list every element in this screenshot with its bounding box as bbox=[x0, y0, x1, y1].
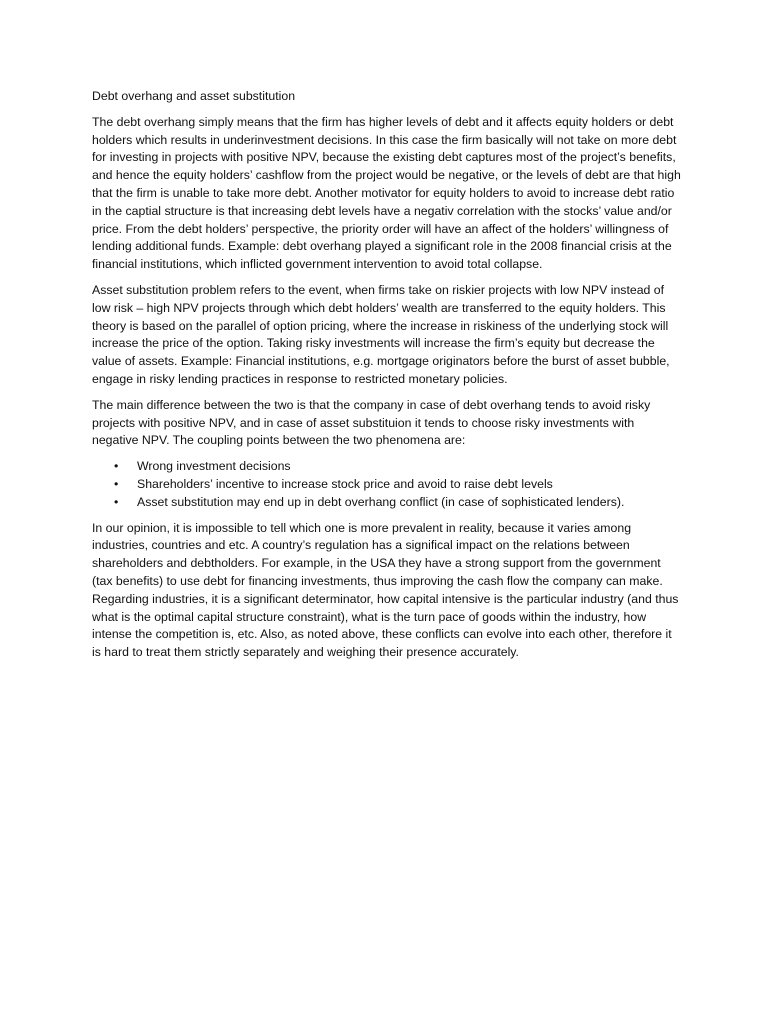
document-title: Debt overhang and asset substitution bbox=[92, 89, 296, 103]
document-body bbox=[92, 88, 682, 670]
paragraph-asset-substitution: Asset substitution problem refers to the event, when firms take on riskier projects with low NPV instead of low risk – high NPV projects through which debt holders’ wealth are transferred to the equity holders. This theory is based on the parallel of option pricing, where the increase in riskiness of the underlying stock will increase the price of the option. Taking risky investments will increase the firm’s equity but decrease the value of assets. Example: Financial institutions, e.g. mortgage originators before the burst of asset bubble, engage in risky lending practices in response to restricted monetary policies. bbox=[92, 282, 670, 386]
coupling-points-list bbox=[92, 458, 682, 511]
bullet-icon: • bbox=[114, 476, 119, 491]
list-item-text: Asset substitution may end up in debt overhang conflict (in case of sophisticated lenders). bbox=[137, 494, 625, 509]
bullet-icon: • bbox=[114, 459, 119, 474]
bullet-icon: • bbox=[114, 494, 119, 509]
list-item bbox=[114, 476, 682, 494]
list-item bbox=[114, 494, 682, 512]
paragraph-debt-overhang: The debt overhang simply means that the firm has higher levels of debt and it affects equity holders or debt holders which results in underinvestment decisions. In this case the firm basically will not take on more debt for investing in projects with positive NPV, because the existing debt captures most of the project’s benefits, and hence the equity holders’ cashflow from the project would be negative, or the levels of debt are that high that the firm is unable to take more debt. Another motivator for equity holders to avoid to increase debt ratio in the captial structure is that increasing debt levels have a negativ correlation with the stocks’ value and/or price. From the debt holders’ perspective, the priority order will have an affect of the holders’ willingness of lending additional funds. Example: debt overhang played a significant role in the 2008 financial crisis at the financial institutions, which inflicted government intervention to avoid total collapse. bbox=[92, 114, 681, 272]
list-item-text: Wrong investment decisions bbox=[137, 459, 291, 474]
list-item bbox=[114, 458, 682, 476]
paragraph-main-difference: The main difference between the two is that the company in case of debt overhang tends to avoid risky projects with positive NPV, and in case of asset substituion it tends to choose risky investments with negative NPV. The coupling points between the two phenomena are: bbox=[92, 397, 651, 448]
list-item-text: Shareholders’ incentive to increase stock price and avoid to raise debt levels bbox=[137, 476, 553, 491]
paragraph-opinion: In our opinion, it is impossible to tell which one is more prevalent in reality, because it varies among industries, countries and etc. A country’s regulation has a significal impact on the relations between shareholders and debtholders. For example, in the USA they have a strong support from the government (tax benefits) to use debt for financing investments, thus improving the cash flow the company can make. Regarding industries, it is a significant determinator, how capital intensive is the particular industry (and thus what is the optimal capital structure constraint), what is the turn pace of goods within the industry, how intense the competition is, etc. Also, as noted above, these conflicts can evolve into each other, therefore it is hard to treat them strictly separately and weighing their presence accurately. bbox=[92, 520, 679, 660]
